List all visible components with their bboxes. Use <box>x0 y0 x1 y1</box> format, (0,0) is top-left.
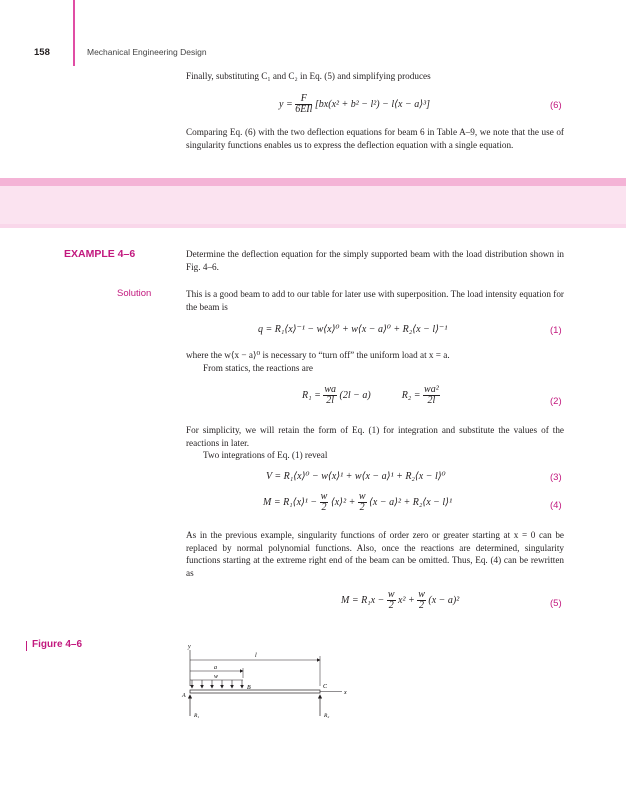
eq6-number: (6) <box>550 100 562 111</box>
intro-text-2: Comparing Eq. (6) with the two deflection equations for beam 6 in Table A–9, we note that the use of singularity functions enables us to express the deflection equation with a single equation. <box>186 127 564 150</box>
solution-text-4: For simplicity, we will retain the form of Eq. (1) for integration and substitute the values of the reactions in later. <box>186 425 564 448</box>
page-number: 158 <box>34 47 50 58</box>
eq2-r1-fraction <box>323 385 337 406</box>
point-a-label: A <box>182 693 186 699</box>
equation-5 <box>341 590 459 611</box>
eq5-part-a: M = R₁x − <box>341 594 385 606</box>
eq2-r2-fraction <box>423 385 440 406</box>
y-axis-label: y <box>188 644 191 650</box>
example-statement: Determine the deflection equation for the simply supported beam with the load distribution shown in Fig. 4–6. <box>186 249 564 272</box>
eq4-fraction-2 <box>358 492 367 513</box>
intro-text-1: Finally, substituting C₁ and C₂ in Eq. (5) and simplifying produces <box>186 71 431 81</box>
solution-label: Solution <box>117 288 152 299</box>
equation-4 <box>263 492 452 513</box>
eq2-r1-lhs: R₁ = <box>302 389 321 401</box>
eq2-r2-numerator: wa² <box>424 384 439 395</box>
equation-3: V = R₁⟨x⟩⁰ − w⟨x⟩¹ + w⟨x − a⟩¹ + R₂⟨x − l⟩⁰ <box>266 471 446 482</box>
beam-diagram <box>170 640 360 740</box>
x-axis-label: x <box>344 690 347 696</box>
beam <box>190 690 320 693</box>
eq2-r2-lhs: R₂ = <box>401 389 421 401</box>
eq4-part-c: ⟨x − a⟩² + R₂⟨x − l⟩¹ <box>369 496 453 508</box>
page-margin-rule <box>73 0 75 66</box>
eq5-frac2-denominator: 2 <box>419 600 425 611</box>
figure-label: Figure 4–6 <box>32 639 83 650</box>
eq5-fraction-1 <box>387 590 396 611</box>
eq6-numerator: F <box>295 94 312 105</box>
eq5-part-c: (x − a)² <box>428 594 460 606</box>
eq4-frac1-denominator: 2 <box>321 502 327 513</box>
eq6-lhs: y = <box>279 98 293 110</box>
eq4-frac2-denominator: 2 <box>359 502 365 513</box>
eq1-number: (1) <box>550 325 562 336</box>
reaction-r1-label: R₁ <box>194 713 200 719</box>
solution-text-3: From statics, the reactions are <box>203 363 313 373</box>
eq5-number: (5) <box>550 598 562 609</box>
eq2-number: (2) <box>550 396 562 407</box>
dimension-a-label: a <box>214 665 217 671</box>
point-c-label: C <box>323 684 328 690</box>
load-w-label: w <box>214 674 219 680</box>
eq2-r1-rhs: (2l − a) <box>339 389 371 401</box>
eq4-number: (4) <box>550 500 562 511</box>
point-b-label: B <box>247 685 251 691</box>
eq3-number: (3) <box>550 472 562 483</box>
solution-text-1: This is a good beam to add to our table for later use with superposition. The load intensity equation for the beam is <box>186 289 564 312</box>
eq2-r1-denominator: 2l <box>326 395 335 406</box>
equation-1: q = R₁⟨x⟩⁻¹ − w⟨x⟩⁰ + w⟨x − a⟩⁰ + R₂⟨x − l⟩⁻¹ <box>258 324 448 335</box>
solution-text-2: where the w⟨x − a⟩⁰ is necessary to “turn off” the uniform load at x = a. <box>186 350 450 360</box>
eq6-fraction <box>295 94 312 115</box>
load-arrows <box>192 680 242 688</box>
equation-6 <box>279 94 430 115</box>
eq6-denominator: 6EIl <box>295 104 313 115</box>
eq4-frac2-numerator: w <box>358 491 366 502</box>
section-band-inner <box>0 186 626 224</box>
example-label: EXAMPLE 4–6 <box>64 248 136 260</box>
figure-label-bar <box>26 641 27 651</box>
eq5-part-b: x² + <box>398 594 415 606</box>
eq6-rhs: [bx(x² + b² − l²) − l⟨x − a⟩³] <box>314 98 431 110</box>
running-title: Mechanical Engineering Design <box>87 47 207 57</box>
eq4-fraction-1 <box>320 492 329 513</box>
solution-text-5: Two integrations of Eq. (1) reveal <box>203 450 328 460</box>
dimension-l-label: l <box>255 653 257 659</box>
equation-2 <box>302 385 440 406</box>
solution-text-6: As in the previous example, singularity functions of order zero or greater starting at x = 0 can be replaced by normal polynomial functions. Also, once the reactions are determined, singularity functions starting at the extreme right end of the beam can be omitted. Thus, Eq. (4) can be rewritten as <box>186 530 564 578</box>
eq5-fraction-2 <box>417 590 426 611</box>
eq5-frac2-numerator: w <box>418 589 425 600</box>
eq5-frac1-numerator: w <box>387 589 395 600</box>
eq2-r2-denominator: 2l <box>427 395 436 406</box>
eq4-part-a: M = R₁⟨x⟩¹ − <box>263 496 318 508</box>
eq4-part-b: ⟨x⟩² + <box>330 496 356 508</box>
eq5-frac1-denominator: 2 <box>388 600 394 611</box>
eq2-r1-numerator: wa <box>324 384 337 395</box>
section-band-top <box>0 178 626 186</box>
reaction-r2-label: R₂ <box>324 713 330 719</box>
eq4-frac1-numerator: w <box>320 491 328 502</box>
